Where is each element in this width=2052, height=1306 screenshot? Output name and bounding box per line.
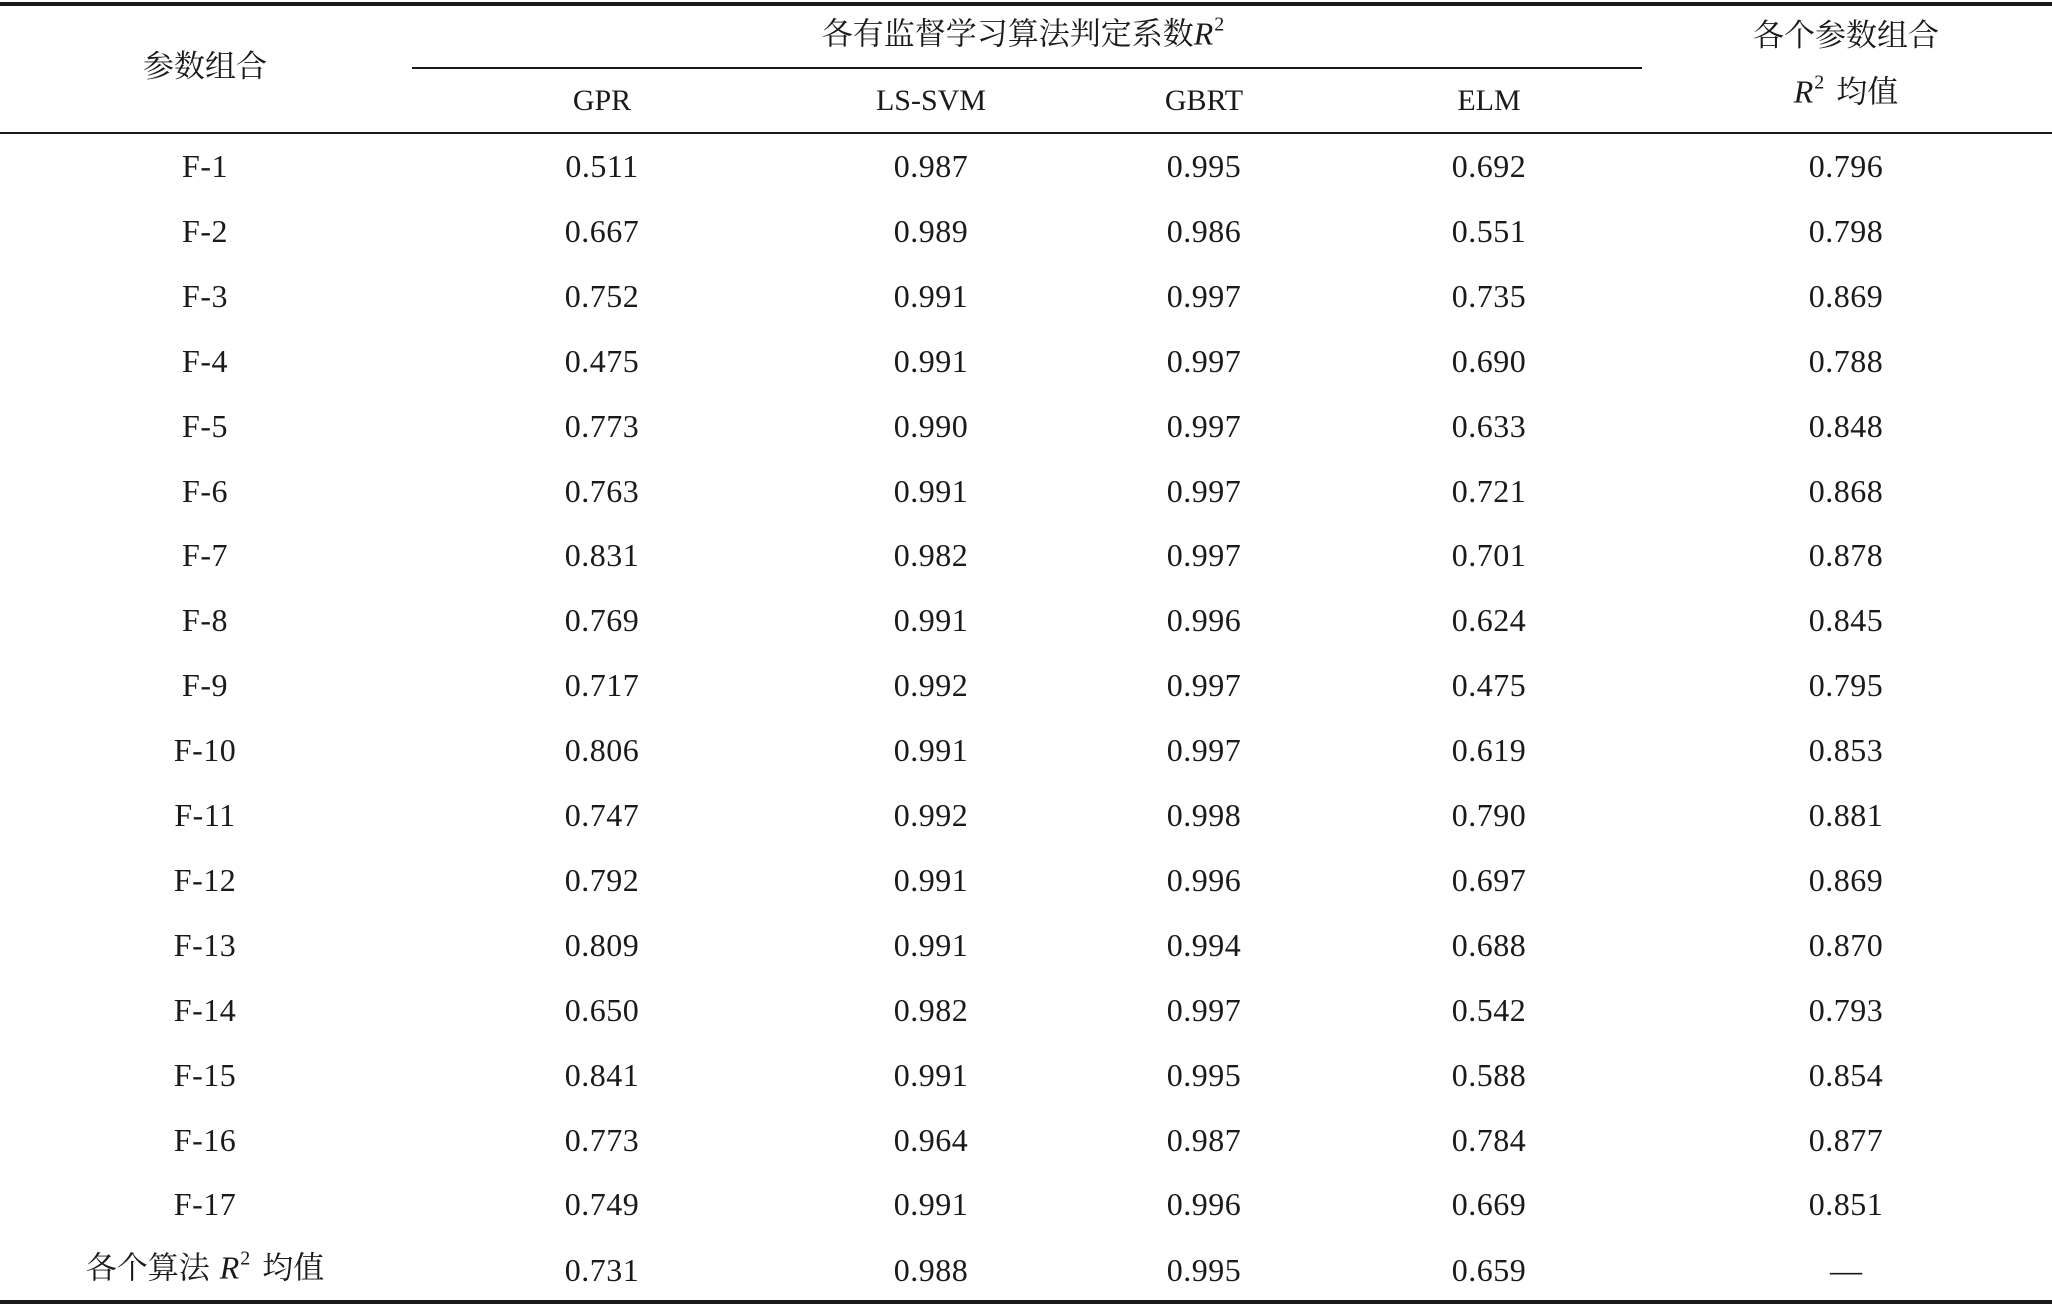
header-mean-r-sup: 2: [1814, 71, 1825, 94]
cell-lssvm: 0.991: [893, 602, 969, 639]
cell-gbrt: 0.994: [1166, 926, 1242, 963]
header-group-r-symbol: R: [1193, 15, 1214, 52]
cell-mean: 0.795: [1808, 667, 1884, 704]
cell-gbrt: 0.998: [1166, 797, 1242, 833]
footer-lssvm: 0.988: [893, 1252, 969, 1288]
cell-lssvm: 0.991: [893, 277, 969, 314]
cell-gpr: 0.773: [564, 407, 640, 444]
cell-gpr: 0.667: [564, 212, 640, 249]
cell-elm: 0.701: [1451, 537, 1527, 574]
cell-lssvm: 0.964: [893, 1121, 969, 1158]
cell-gpr: 0.773: [564, 1121, 640, 1158]
cell-mean: 0.798: [1808, 212, 1884, 249]
cell-gbrt: 0.986: [1166, 212, 1242, 249]
cell-lssvm: 0.982: [893, 537, 969, 574]
cell-gpr: 0.749: [564, 1186, 640, 1223]
cell-gbrt: 0.997: [1166, 407, 1242, 444]
cell-gbrt: 0.996: [1166, 1186, 1242, 1223]
row-id: F-4: [182, 342, 228, 379]
header-group-r-sup: 2: [1214, 13, 1225, 36]
cell-gbrt: 0.997: [1166, 472, 1242, 509]
footer-gbrt: 0.995: [1166, 1252, 1242, 1288]
cell-gpr: 0.511: [565, 148, 639, 184]
cell-lssvm: 0.987: [893, 148, 969, 184]
cell-elm: 0.688: [1451, 926, 1527, 963]
header-mean-suffix: 均值: [1836, 74, 1899, 111]
cell-gbrt: 0.995: [1166, 148, 1242, 184]
cell-gpr: 0.650: [564, 991, 640, 1028]
cell-mean: 0.868: [1808, 472, 1884, 509]
footer-mean: —: [1830, 1252, 1862, 1288]
cell-gpr: 0.769: [564, 602, 640, 639]
header-col-lssvm: LS-SVM: [875, 84, 987, 117]
row-id: F-12: [173, 861, 237, 898]
row-id: F-15: [173, 1056, 237, 1093]
cell-elm: 0.588: [1451, 1056, 1527, 1093]
cell-lssvm: 0.992: [893, 667, 969, 704]
header-mean-col-line2: [1794, 72, 1899, 117]
header-col-elm: ELM: [1457, 84, 1521, 117]
footer-gpr: 0.731: [564, 1252, 640, 1288]
cell-elm: 0.692: [1451, 148, 1527, 184]
footer-label-suffix: 均值: [262, 1250, 325, 1287]
cell-gpr: 0.841: [564, 1056, 640, 1093]
table-top-rule: [0, 2, 2052, 6]
header-bottom-rule: [0, 132, 2052, 134]
cell-mean: 0.869: [1808, 861, 1884, 898]
cell-mean: 0.877: [1808, 1121, 1884, 1158]
row-id: F-13: [173, 926, 237, 963]
row-id: F-10: [173, 732, 237, 769]
cell-gpr: 0.806: [564, 732, 640, 769]
cell-lssvm: 0.991: [893, 1186, 969, 1223]
cell-gbrt: 0.997: [1166, 667, 1242, 704]
cell-lssvm: 0.991: [893, 342, 969, 379]
cell-mean: 0.788: [1808, 342, 1884, 379]
cell-elm: 0.697: [1451, 861, 1527, 898]
cell-gpr: 0.747: [564, 797, 640, 833]
header-group-title-text: 各有监督学习算法判定系数: [821, 16, 1194, 53]
cell-elm: 0.633: [1451, 407, 1527, 444]
cell-gbrt: 0.997: [1166, 732, 1242, 769]
row-id: F-5: [182, 407, 228, 444]
cell-mean: 0.845: [1808, 602, 1884, 639]
cell-gbrt: 0.997: [1166, 991, 1242, 1028]
cell-mean: 0.851: [1808, 1186, 1884, 1223]
cell-mean: 0.870: [1808, 926, 1884, 963]
cell-mean: 0.869: [1808, 277, 1884, 314]
cell-gpr: 0.809: [564, 926, 640, 963]
row-id: F-6: [182, 472, 228, 509]
header-mean-col-line1: 各个参数组合: [1753, 18, 1939, 54]
table-bottom-rule: [0, 1300, 2052, 1304]
row-id: F-7: [182, 537, 228, 574]
cell-gbrt: 0.997: [1166, 537, 1242, 574]
cell-lssvm: 0.991: [893, 926, 969, 963]
cell-gpr: 0.763: [564, 472, 640, 509]
cell-mean: 0.848: [1808, 407, 1884, 444]
header-param-combo: 参数组合: [143, 49, 267, 85]
cell-mean: 0.796: [1808, 148, 1884, 184]
cell-lssvm: 0.989: [893, 212, 969, 249]
cell-elm: 0.475: [1451, 667, 1527, 704]
cell-gbrt: 0.997: [1166, 342, 1242, 379]
cell-gpr: 0.475: [564, 342, 640, 379]
cell-gbrt: 0.996: [1166, 602, 1242, 639]
row-id: F-3: [182, 277, 228, 314]
cell-mean: 0.878: [1808, 537, 1884, 574]
footer-label: [86, 1248, 325, 1293]
cell-mean: 0.793: [1808, 991, 1884, 1028]
cell-lssvm: 0.982: [893, 991, 969, 1028]
cell-gbrt: 0.987: [1166, 1121, 1242, 1158]
cell-lssvm: 0.992: [893, 797, 969, 833]
cell-gpr: 0.831: [564, 537, 640, 574]
cell-elm: 0.669: [1451, 1186, 1527, 1223]
cell-elm: 0.690: [1451, 342, 1527, 379]
cell-elm: 0.619: [1451, 732, 1527, 769]
cell-lssvm: 0.991: [893, 732, 969, 769]
algorithm-group-rule: [412, 67, 1642, 69]
cell-elm: 0.721: [1451, 472, 1527, 509]
row-id: F-14: [173, 991, 237, 1028]
header-col-gpr: GPR: [572, 84, 632, 117]
cell-lssvm: 0.991: [893, 861, 969, 898]
cell-elm: 0.790: [1451, 797, 1527, 833]
header-col-gbrt: GBRT: [1164, 84, 1244, 117]
footer-label-prefix: 各个算法: [85, 1250, 210, 1287]
cell-lssvm: 0.991: [893, 1056, 969, 1093]
cell-gpr: 0.752: [564, 277, 640, 314]
cell-lssvm: 0.990: [893, 407, 969, 444]
row-id: F-16: [173, 1121, 237, 1158]
row-id: F-11: [174, 797, 236, 833]
cell-gbrt: 0.995: [1166, 1056, 1242, 1093]
cell-elm: 0.624: [1451, 602, 1527, 639]
row-id: F-2: [182, 212, 228, 249]
cell-gbrt: 0.996: [1166, 861, 1242, 898]
footer-elm: 0.659: [1451, 1252, 1527, 1288]
footer-r-symbol: R: [219, 1249, 240, 1286]
cell-elm: 0.784: [1451, 1121, 1527, 1158]
cell-mean: 0.881: [1808, 797, 1884, 833]
header-group-title: [822, 14, 1225, 59]
cell-mean: 0.854: [1808, 1056, 1884, 1093]
row-id: F-1: [182, 148, 228, 184]
cell-lssvm: 0.991: [893, 472, 969, 509]
cell-elm: 0.551: [1451, 212, 1527, 249]
cell-gbrt: 0.997: [1166, 277, 1242, 314]
row-id: F-8: [182, 602, 228, 639]
cell-elm: 0.735: [1451, 277, 1527, 314]
row-id: F-17: [173, 1186, 237, 1223]
row-id: F-9: [182, 667, 228, 704]
header-mean-r-symbol: R: [1793, 73, 1814, 110]
cell-mean: 0.853: [1808, 732, 1884, 769]
cell-elm: 0.542: [1451, 991, 1527, 1028]
cell-gpr: 0.792: [564, 861, 640, 898]
cell-gpr: 0.717: [564, 667, 640, 704]
footer-r-sup: 2: [240, 1247, 251, 1270]
